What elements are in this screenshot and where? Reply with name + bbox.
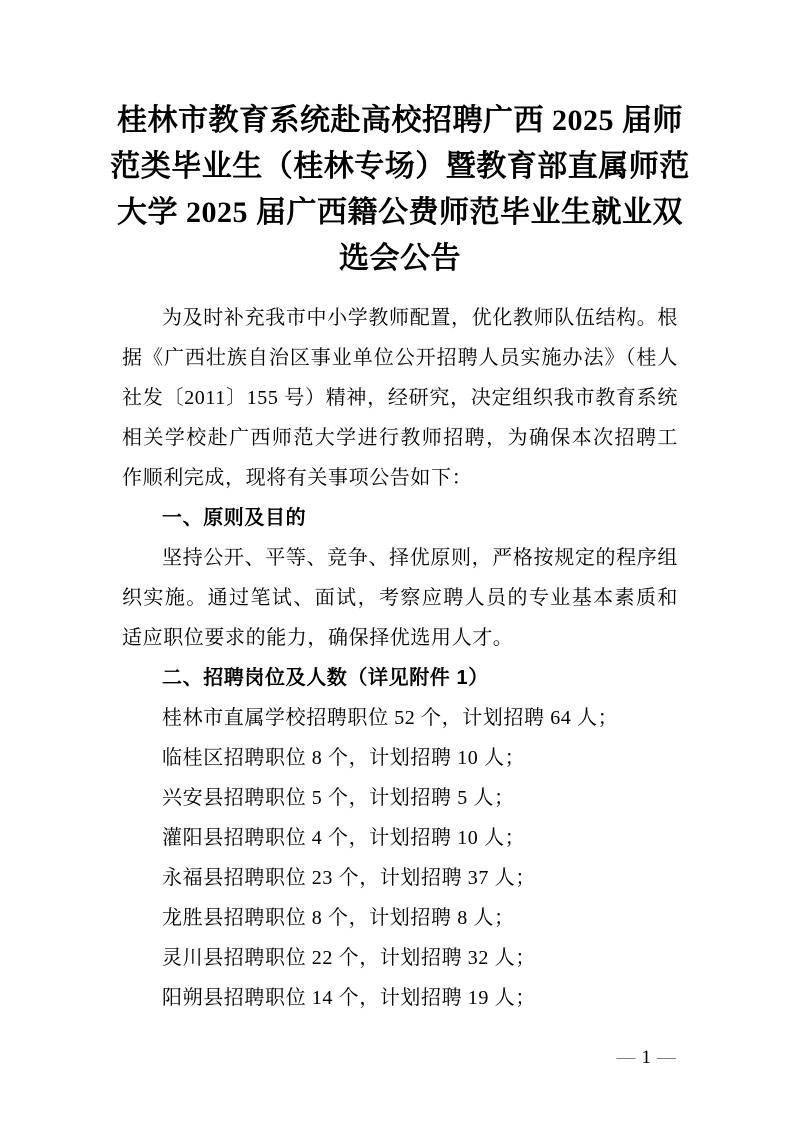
section-2-heading: 二、招聘岗位及人数（详见附件 1） xyxy=(162,667,489,689)
page-footer xyxy=(611,1046,683,1070)
intro-paragraph: 为及时补充我市中小学教师配置，优化教师队伍结构。根据《广西壮族自治区事业单位公开招聘人员实施办法》（桂人社发〔2011〕155 号）精神，经研究，决定组织我市教育系统相关学校赴广西师范大学进行教师招聘，为确保本次招聘工作顺利完成，现将有关事项公告如下： xyxy=(122,307,678,489)
list-item: 灵川县招聘职位 22 个，计划招聘 32 人； xyxy=(162,947,536,969)
list-item: 临桂区招聘职位 8 个，计划招聘 10 人； xyxy=(162,747,526,769)
list-item: 阳朔县招聘职位 14 个，计划招聘 19 人； xyxy=(162,987,536,1009)
title-line-3: 大学 2025 届广西籍公费师范毕业生就业双 xyxy=(117,196,683,229)
section-1-paragraph: 坚持公开、平等、竞争、择优原则，严格按规定的程序组织实施。通过笔试、面试，考察应聘人员的专业基本素质和适应职位要求的能力，确保择优选用人才。 xyxy=(122,547,678,649)
list-item: 兴安县招聘职位 5 个，计划招聘 5 人； xyxy=(162,787,515,809)
document-body xyxy=(122,298,678,1018)
page-number: 1 xyxy=(641,1047,651,1068)
title-line-4: 选会公告 xyxy=(339,242,461,275)
footer-left-dash: — xyxy=(616,1047,636,1068)
document-title xyxy=(110,98,690,282)
title-line-1: 桂林市教育系统赴高校招聘广西 2025 届师 xyxy=(117,104,683,137)
section-1-heading: 一、原则及目的 xyxy=(162,507,307,529)
list-item: 永福县招聘职位 23 个，计划招聘 37 人； xyxy=(162,867,536,889)
list-item: 龙胜县招聘职位 8 个，计划招聘 8 人； xyxy=(162,907,515,929)
footer-right-dash: — xyxy=(657,1047,676,1068)
list-item: 灌阳县招聘职位 4 个，计划招聘 10 人； xyxy=(162,827,526,849)
list-item: 桂林市直属学校招聘职位 52 个，计划招聘 64 人； xyxy=(162,707,619,729)
title-line-2: 范类毕业生（桂林专场）暨教育部直属师范 xyxy=(110,150,690,183)
